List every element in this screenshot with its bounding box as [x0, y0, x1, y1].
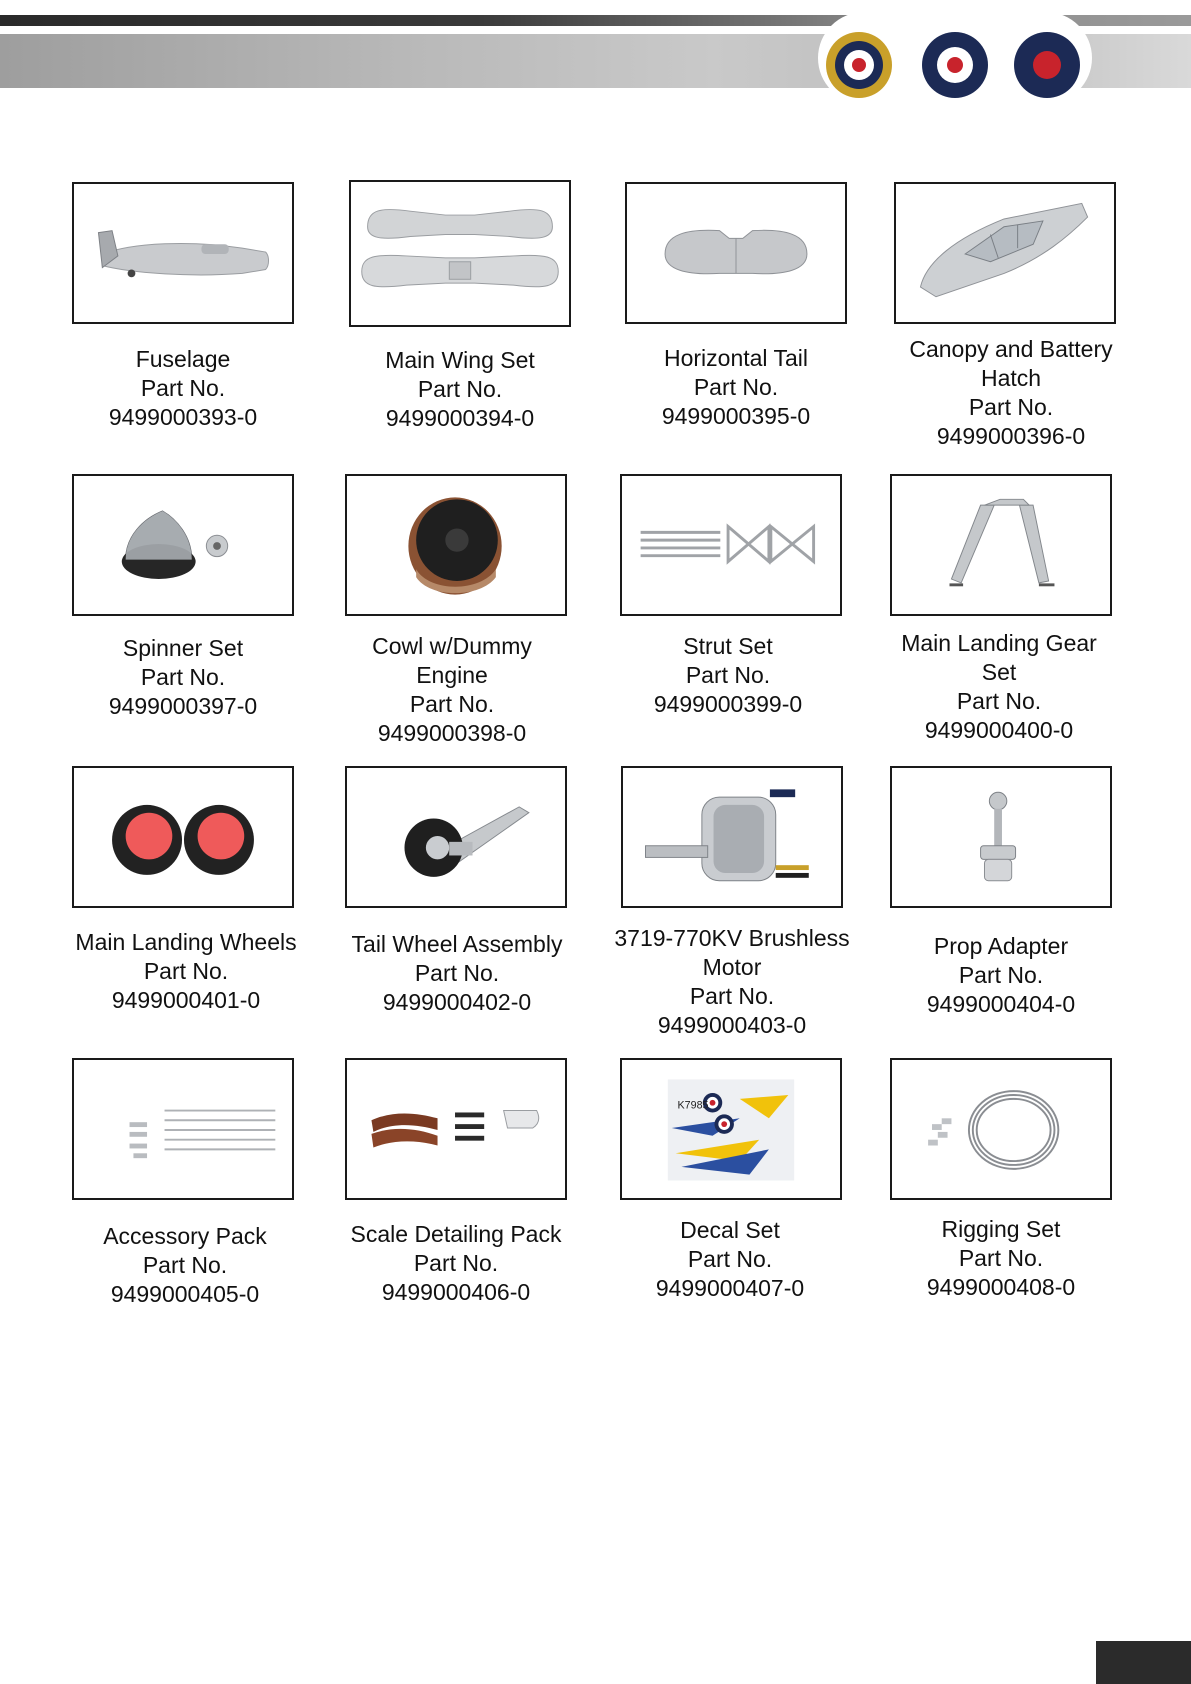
part-image-frame — [621, 766, 843, 908]
tail-wheel-image — [347, 768, 565, 906]
part-number: 9499000395-0 — [661, 403, 811, 429]
part-number: 9499000399-0 — [653, 691, 803, 717]
part-name: Tail Wheel Assembly — [351, 931, 563, 957]
part-label: Part No. — [687, 1246, 773, 1272]
page-corner-tab — [1096, 1641, 1191, 1684]
part-name-line2: Hatch — [980, 365, 1042, 391]
part-label: Part No. — [956, 688, 1042, 714]
part-label: Part No. — [413, 1250, 499, 1276]
part-name: Accessory Pack — [103, 1223, 267, 1249]
decal-text: K7985 — [677, 1099, 709, 1112]
part-name-line2: Set — [981, 659, 1017, 685]
part-number: 9499000393-0 — [108, 404, 258, 430]
part-label: Part No. — [685, 662, 771, 688]
part-name: Strut Set — [683, 633, 773, 659]
part-label: Part No. — [968, 394, 1054, 420]
part-image-frame — [345, 766, 567, 908]
part-number: 9499000398-0 — [377, 720, 527, 746]
roundel-gold-icon — [826, 32, 892, 98]
part-image-frame — [345, 1058, 567, 1200]
decal-sheet-image — [622, 1060, 840, 1198]
accessory-pack-image — [74, 1060, 292, 1198]
part-name-line1: Canopy and Battery — [909, 336, 1113, 362]
part-image-frame — [72, 182, 294, 324]
part-name-line2: Motor — [702, 954, 762, 980]
part-label: Part No. — [417, 376, 503, 402]
part-number: 9499000408-0 — [926, 1274, 1076, 1300]
part-image-frame — [620, 474, 842, 616]
part-label: Part No. — [409, 691, 495, 717]
part-number: 9499000405-0 — [110, 1281, 260, 1307]
part-number: 9499000404-0 — [926, 991, 1076, 1017]
cowl-image — [347, 476, 565, 614]
part-label: Part No. — [142, 1252, 228, 1278]
part-label: Part No. — [143, 958, 229, 984]
wing-set-image — [351, 182, 569, 325]
part-image-frame — [345, 474, 567, 616]
part-name: Fuselage — [135, 346, 231, 372]
part-name: Spinner Set — [122, 635, 244, 661]
part-image-frame — [890, 474, 1112, 616]
part-number: 9499000407-0 — [655, 1275, 805, 1301]
part-name: Scale Detailing Pack — [350, 1221, 562, 1247]
part-image-frame — [72, 766, 294, 908]
part-label: Part No. — [414, 960, 500, 986]
part-label: Part No. — [140, 375, 226, 401]
part-number: 9499000402-0 — [382, 989, 532, 1015]
part-number: 9499000394-0 — [385, 405, 535, 431]
part-label: Part No. — [140, 664, 226, 690]
part-name: Prop Adapter — [933, 933, 1069, 959]
part-image-frame — [72, 1058, 294, 1200]
part-name: Main Wing Set — [385, 347, 535, 373]
part-label: Part No. — [689, 983, 775, 1009]
part-image-frame — [890, 1058, 1112, 1200]
part-number: 9499000400-0 — [924, 717, 1074, 743]
wheels-image — [74, 768, 292, 906]
strut-set-image — [622, 476, 840, 614]
scale-detailing-image — [347, 1060, 565, 1198]
part-image-frame — [349, 180, 571, 327]
part-name-line2: Engine — [416, 662, 488, 688]
part-label: Part No. — [958, 962, 1044, 988]
part-name-line1: 3719-770KV Brushless — [614, 925, 850, 951]
motor-image — [623, 768, 841, 906]
spinner-set-image — [74, 476, 292, 614]
part-number: 9499000397-0 — [108, 693, 258, 719]
horizontal-tail-image — [627, 184, 845, 322]
rigging-set-image — [892, 1060, 1110, 1198]
part-image-frame — [894, 182, 1116, 324]
part-name-line1: Main Landing Gear — [901, 630, 1097, 656]
part-image-frame — [625, 182, 847, 324]
part-name: Horizontal Tail — [663, 345, 809, 371]
part-name-line1: Cowl w/Dummy — [372, 633, 532, 659]
roundel-blue-red-icon — [1014, 32, 1080, 98]
part-image-frame — [620, 1058, 842, 1200]
part-label: Part No. — [958, 1245, 1044, 1271]
part-name: Rigging Set — [941, 1216, 1061, 1242]
part-number: 9499000403-0 — [657, 1012, 807, 1038]
roundel-blue-white-red-icon — [922, 32, 988, 98]
fuselage-image — [74, 184, 292, 322]
part-label: Part No. — [693, 374, 779, 400]
part-name: Main Landing Wheels — [75, 929, 297, 955]
prop-adapter-image — [892, 768, 1110, 906]
part-image-frame — [72, 474, 294, 616]
landing-gear-image — [892, 476, 1110, 614]
roundel-group — [818, 12, 1092, 104]
canopy-image — [896, 184, 1114, 322]
part-number: 9499000406-0 — [381, 1279, 531, 1305]
part-number: 9499000396-0 — [936, 423, 1086, 449]
part-image-frame — [890, 766, 1112, 908]
part-number: 9499000401-0 — [111, 987, 261, 1013]
part-name: Decal Set — [680, 1217, 780, 1243]
